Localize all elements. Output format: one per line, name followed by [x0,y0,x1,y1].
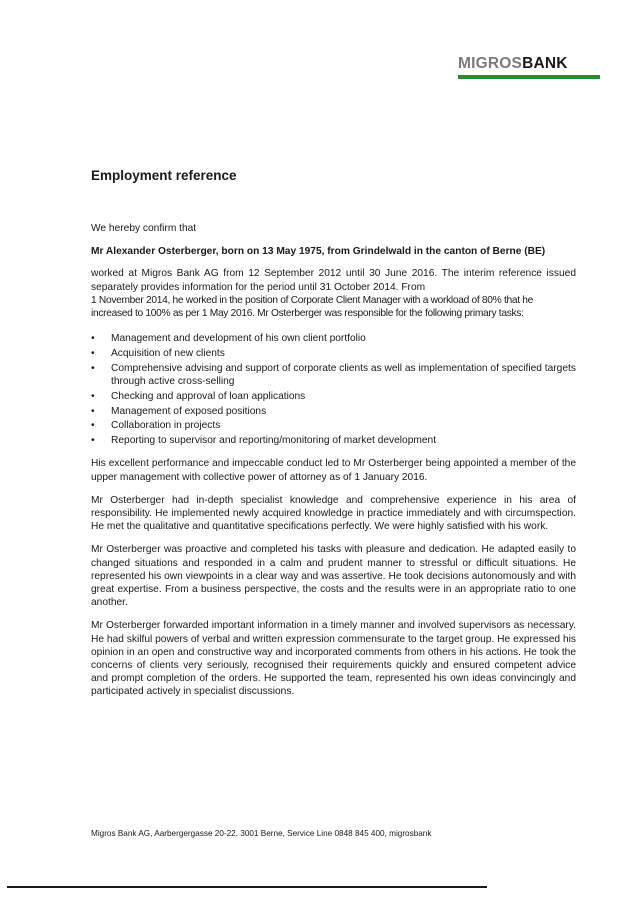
footer-address: Migros Bank AG, Aarbergergasse 20-22, 3001 Berne, Service Line 0848 845 400, migrosbank [91,829,432,838]
confirm-line: We hereby confirm that [91,223,197,234]
paragraph-communication: Mr Osterberger forwarded important information in a timely manner and involved supervisors as necessary. He had skilful powers of verbal and written expression commensurate to the target group. He expressed his opinion in an open and constructive way and incorporated comments from others in his actions. He took the concerns of clients very seriously, recognised their requirements quickly and ensured competent advice and prompt completion of the orders. He supported the team, represented his own ideas convincingly and participated actively in specialist discussions. [91,620,576,698]
employment-text-1: worked at Migros Bank AG from 12 September 2012 until 30 June 2016. The interim reference issued separately provides information for the period until 31 October 2014. From [91,268,576,293]
task-item: • Checking and approval of loan applications [91,390,576,403]
migros-bank-logo [458,55,600,79]
employee-line: Mr Alexander Osterberger, born on 13 May 1975, from Grindelwald in the canton of Berne (BE) [91,246,546,258]
task-item: • Management of exposed positions [91,405,576,418]
employment-text-2: 1 November 2014, he worked in the position of Corporate Client Manager with a workload of 80% that he increased to 100% as per 1 May 2016. Mr Osterberger was responsible for the following primary tasks: [91,294,533,320]
task-item: • Reporting to supervisor and reporting/monitoring of market development [91,434,576,447]
paragraph-knowledge: Mr Osterberger had in-depth specialist knowledge and comprehensive experience in his area of responsibility. He implemented newly acquired knowledge in practice immediately and with circumspection. He met the qualitative and quantitative specifications perfectly. We were highly satisfied with his work. [91,494,576,533]
task-item: • Comprehensive advising and support of corporate clients as well as implementation of specified targets through active cross-selling [91,362,576,388]
task-item: • Management and development of his own client portfolio [91,332,576,345]
paragraph-appointment: His excellent performance and impeccable conduct led to Mr Osterberger being appointed a member of the upper management with collective power of attorney as of 1 January 2016. [91,458,576,483]
footer-rule [7,886,487,888]
task-item: • Collaboration in projects [91,419,576,432]
document-title: Employment reference [91,168,237,183]
logo-green-bar [458,75,600,79]
logo-text-migros: MIGROS [458,55,523,72]
document-body [91,222,576,709]
task-item: • Acquisition of new clients [91,347,576,360]
task-list [91,332,576,447]
paragraph-proactive: Mr Osterberger was proactive and completed his tasks with pleasure and dedication. He adapted easily to changed situations and responded in a calm and prudent manner to stressful or difficult situations. He represented his own viewpoints in a clear way and was assertive. He took decisions autonomously and with great expertise. From a business perspective, the costs and the results were in an appropriate ratio to one another. [91,544,576,609]
logo-wordmark [458,55,600,72]
logo-text-bank: BANK [522,55,568,72]
employment-paragraph [91,267,576,320]
